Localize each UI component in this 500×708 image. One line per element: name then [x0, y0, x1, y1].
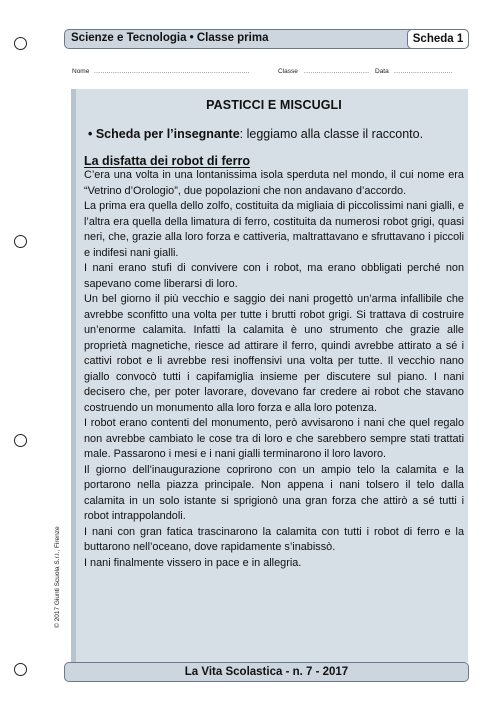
teacher-note-bold: • Scheda per l’insegnante [88, 127, 240, 141]
binder-hole-bottom [14, 663, 27, 676]
binder-hole-lower [14, 434, 27, 447]
header-bar [64, 29, 469, 49]
student-fields [72, 68, 470, 80]
scheda-label: Scheda 1 [407, 29, 469, 49]
story-paragraph: I robot erano contenti del monumento, però avvisarono i nani che quel regalo non avrebbe cambiato le cose tra di loro e che sarebbero sempre stati trattati male. Passarono i mesi e i nani gialli terminarono il loro lavoro. [84, 417, 464, 460]
data-field[interactable]: ............................ [394, 68, 453, 75]
binder-hole-top [14, 37, 27, 50]
footer-bar: La Vita Scolastica - n. 7 - 2017 [64, 662, 469, 682]
story-paragraph: C’era una volta in una lontanissima isola sperduta nel mondo, il cui nome era “Vetrino d’Orologio”, due popolazioni che non andavano d’accordo. [84, 169, 464, 197]
story-paragraph: Un bel giorno il più vecchio e saggio dei nani progettò un’arma infallibile che avrebbe sconfitto una volta per tutte i brutti robot grigi. Si trattava di costruire un’enorme calamita. Infatti la calamita è uno strumento che grazie alle proprietà magnetiche, riesce ad attirare il ferro, quindi avrebbe attirato a sé i cattivi robot e li avrebbe resi inoffensivi una volta per tutte. Il vecchio nano giallo convocò tutti i capifamiglia insieme per discutere sul piano. I nani decisero che, per poter lavorare, dovevano far credere ai robot che stavano costruendo un monumento alla loro forza e alla loro potenza. [84, 293, 464, 414]
story-paragraph: La prima era quella dello zolfo, costituita da migliaia di piccolissimi nani gialli, e l’altra era quella della limatura di ferro, costituita da numerosi robot grigi, quasi neri, che, grazie alla loro forza e cattiveria, maltrattavano e sfruttavano i piccoli e indifesi nani gialli. [84, 200, 464, 259]
copyright-text: © 2017 Giunti Scuola S.r.l., Firenze [54, 526, 61, 628]
teacher-note-rest: : leggiamo alla classe il racconto. [239, 127, 424, 141]
nome-label: Nome [72, 68, 90, 75]
page-title: PASTICCI E MISCUGLI [206, 98, 342, 112]
classe-field[interactable]: ............................... [304, 68, 370, 75]
story-paragraph: I nani erano stufi di convivere con i robot, ma erano obbligati perché non sapevano come liberarsi di loro. [84, 262, 464, 290]
classe-label: Classe [278, 68, 298, 75]
story-paragraph: Il giorno dell’inaugurazione coprirono con un ampio telo la calamita e la portarono nella piazza principale. Non appena i nani tolsero il telo dalla calamita in un solo istante si sprigionò una gran forza che attirò a sé tutti i robot intrappolandoli. [84, 463, 464, 522]
subject-title: Scienze e Tecnologia • Classe prima [71, 32, 269, 44]
data-label: Data [375, 68, 389, 75]
story-title: La disfatta dei robot di ferro [84, 154, 250, 168]
content-panel [71, 89, 468, 662]
teacher-note [84, 127, 464, 142]
binder-hole-middle [14, 235, 27, 248]
story-paragraph: I nani finalmente vissero in pace e in allegria. [84, 556, 302, 569]
story-paragraph: I nani con gran fatica trascinarono la calamita con tutti i robot di ferro e la buttarono nell’oceano, dove rapidamente s’inabissò. [84, 525, 464, 553]
nome-field[interactable]: .......................................................................... [94, 68, 250, 75]
